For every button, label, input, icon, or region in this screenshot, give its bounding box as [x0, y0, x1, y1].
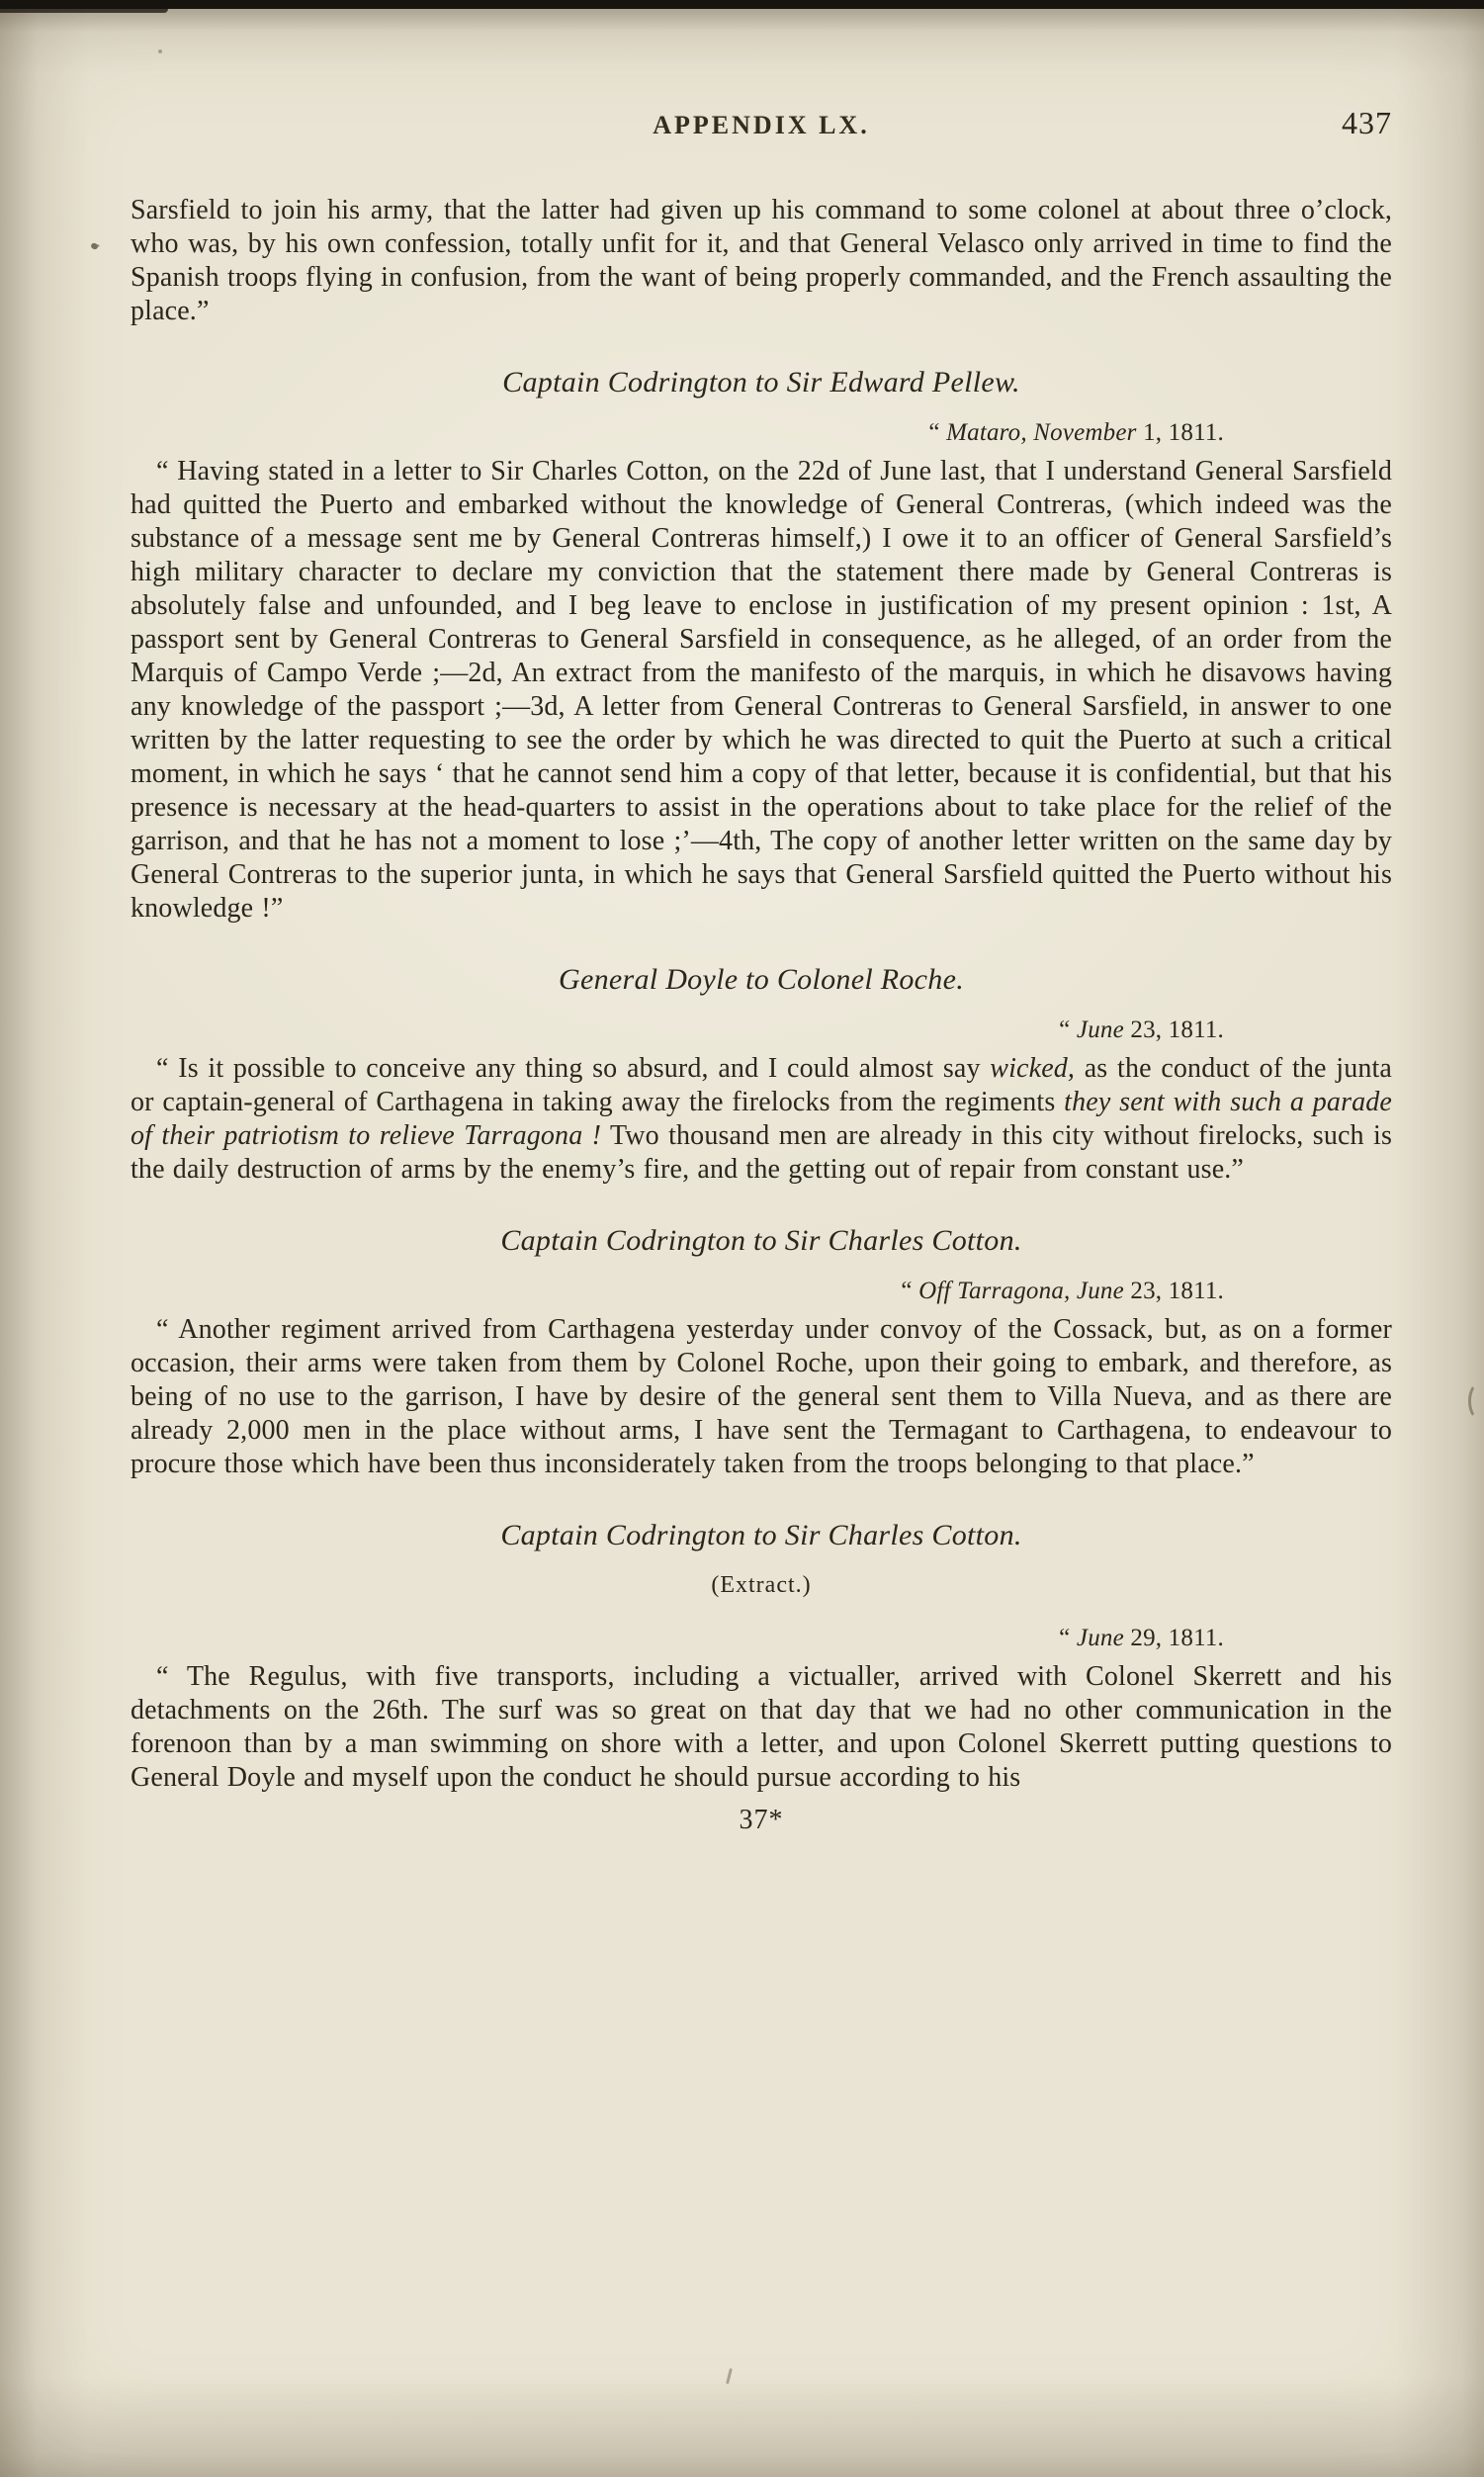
signature-mark: 37*	[739, 1805, 784, 1835]
letter-heading-doyle-to-roche: General Doyle to Colonel Roche.	[558, 963, 965, 996]
dateline-off-tarragona: “ Off Tarragona, June 23, 1811.	[901, 1278, 1224, 1304]
text-block	[131, 0, 1392, 1836]
letter-heading-codrington-to-cotton-2: Captain Codrington to Sir Charles Cotton.	[500, 1519, 1022, 1551]
letter-heading-codrington-to-cotton-1: Captain Codrington to Sir Charles Cotton.	[500, 1224, 1022, 1257]
running-title: APPENDIX LX.	[653, 111, 870, 139]
letter-heading-codrington-to-pellew: Captain Codrington to Sir Edward Pellew.	[502, 366, 1020, 398]
dateline-mataro: “ Mataro, November 1, 1811.	[928, 419, 1224, 446]
paragraph-continuation: Sarsfield to join his army, that the latter had given up his command to some colonel at about three o’clock, who was, by his own confession, totally unfit for it, and that General Velasco only arrived in time to find the Spanish troops flying in confusion, from the want of being properly commanded, and the French assaulting the place.”	[131, 195, 1392, 326]
page-number: 437	[1342, 105, 1392, 140]
ink-speck	[158, 49, 162, 53]
ink-mark	[726, 2368, 733, 2384]
dateline-june-29: “ June 29, 1811.	[1059, 1625, 1224, 1651]
dateline-june-23: “ June 23, 1811.	[1059, 1017, 1224, 1043]
ink-speck	[90, 242, 99, 250]
paragraph-letter-cotton-1: “ Another regiment arrived from Carthagena yesterday under convoy of the Cossack, but, as on a former occasion, their arms were taken from them by Colonel Roche, upon their going to embark, and therefore, as being of no use to the garrison, I have by desire of the general sent them to Villa Nueva, and as there are already 2,000 men in the place without arms, I have sent the Termagant to Carthagena, to endeavour to procure those which have been thus inconsiderately taken from the troops belonging to that place.”	[131, 1314, 1392, 1479]
paragraph-letter-roche: “ Is it possible to conceive any thing so absurd, and I could almost say wicked, as the conduct of the junta or captain-general of Carthagena in taking away the firelocks from the regiments they sent with such a parade of their patriotism to relieve Tarragona ! Two thousand men are already in this city without firelocks, such is the daily destruction of arms by the enemy’s fire, and the getting out of repair from constant use.”	[131, 1053, 1392, 1185]
paragraph-letter-pellew: “ Having stated in a letter to Sir Charles Cotton, on the 22d of June last, that I understand General Sarsfield had quitted the Puerto and embarked without the knowledge of General Contreras, (which indeed was the substance of a message sent me by General Contreras himself,) I owe it to an officer of General Sarsfield’s high military character to declare my conviction that the statement there made by General Contreras is absolutely false and unfounded, and I beg leave to enclose in justification of my present opinion : 1st, A passport sent by General Contreras to General Sarsfield in consequence, as he alleged, of an order from the Marquis of Campo Verde ;—2d, An extract from the manifesto of the marquis, in which he disavows having any knowledge of the passport ;—3d, A letter from General Contreras to General Sarsfield, in answer to one written by the latter requesting to see the order by which he was directed to quit the Puerto at such a critical moment, in which he says ‘ that he cannot send him a copy of that letter, because it is confidential, but that his presence is necessary at the head-quarters to assist in the operations about to take place for the relief of the garrison, and that he has not a moment to lose ;’—4th, The copy of another letter written on the same day by General Contreras to the superior junta, in which he says that General Sarsfield quitted the Puerto without his knowledge !”	[131, 456, 1392, 924]
extract-label: (Extract.)	[711, 1572, 812, 1598]
page-header	[131, 105, 1392, 152]
scan-mark	[1468, 1382, 1484, 1420]
paragraph-letter-cotton-2: “ The Regulus, with five transports, including a victualler, arrived with Colonel Skerrett and his detachments on the 26th. The surf was so great on that day that we had no other communication in the forenoon than by a man swimming on shore with a letter, and upon Colonel Skerrett putting questions to General Doyle and myself upon the conduct he should pursue according to his	[131, 1661, 1392, 1793]
